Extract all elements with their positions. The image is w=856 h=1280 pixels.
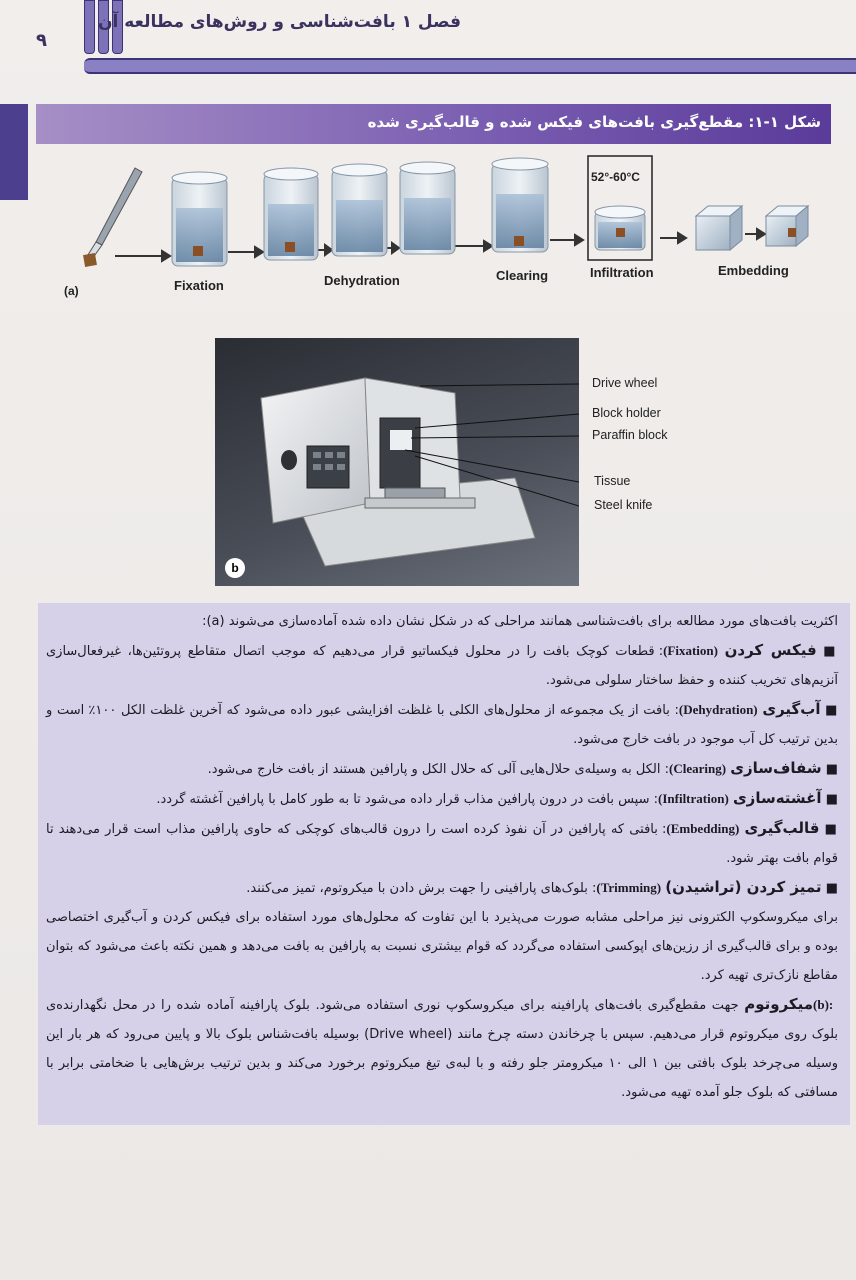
item-en-term: (Dehydration) (678, 702, 758, 717)
microtome-prefix: (b): (813, 997, 838, 1012)
dehydration-jar-2 (332, 164, 387, 256)
part-a-label: (a) (64, 284, 79, 298)
embedding-label: Embedding (718, 263, 789, 278)
item-term: آغشته‌سازی (732, 789, 822, 807)
item-body: : سپس بافت در درون پارافین مذاب قرار داده می‌شود تا به طور کامل با پارافین آغشته گردد. (156, 792, 659, 807)
chapter-title: فصل ۱ بافت‌شناسی و روش‌های مطالعه آن (97, 12, 461, 32)
item-body: : بلوک‌های پارافینی را جهت برش دادن با میکروتوم، تمیز می‌کنند. (246, 881, 597, 896)
list-item: ■ آب‌گیری (Dehydration): بافت از یک مجموعه از محلول‌های الکلی با غلظت افزایشی عبور داده می‌شود که آخرین غلظت الکل ۱۰۰٪ است و بدین ترتیب کل آب موجود در بافت خارج می‌شود. (46, 700, 838, 747)
item-en-term: (Infiltration) (658, 791, 729, 806)
clearing-label: Clearing (496, 268, 549, 283)
callout-tissue: Tissue (594, 474, 631, 488)
processing-steps-illustration (60, 150, 840, 320)
callout-block-holder: Block holder (592, 406, 661, 420)
page-header (0, 0, 856, 80)
page-number: ۹ (36, 30, 47, 51)
dehydration-label: Dehydration (324, 273, 400, 288)
list-item: ■ شفاف‌سازی (Clearing): الکل به وسیله‌ی حلال‌هایی آلی که حلال الکل و پارافین هستند از بافت خارج می‌شود. (207, 759, 838, 777)
item-term: تمیز کردن (تراشیدن) (665, 878, 822, 896)
list-item: ■ فیکس کردن (Fixation): قطعات کوچک بافت را در محلول فیکساتیو قرار می‌دهیم که موجب اتصال متقاطع پروتئین‌ها، غیرفعال‌سازی آنزیم‌های تخریب کننده و حفظ ساختار سلولی می‌شود. (46, 641, 838, 688)
item-en-term: (Clearing) (669, 761, 727, 776)
item-term: آب‌گیری (762, 700, 821, 718)
item-body: : قطعات کوچک بافت را در محلول فیکساتیو قرار می‌دهیم که موجب اتصال متقاطع پروتئین‌ها، غیرفعال‌سازی آنزیم‌های تخریب کننده و حفظ ساختار سلولی می‌شود. (46, 644, 838, 688)
microtome-body: جهت مقطع‌گیری بافت‌های پارافینه برای میکروسکوپ نوری استفاده می‌شود. بلوک پارافینه آماده شده را در محل نگهدارنده‌ی بلوک روی میکروتوم قرار می‌دهیم. سپس با چرخاندن دسته چرخ مانند (Drive wheel) بوسیله بافت‌شناس بلوک بالا و پایین می‌رود که هر بار این وسیله می‌چرخد بلوک بافتی بین ۱ الی ۱۰ میکرومتر جلو رفته و با لبه‌ی تیغ میکروتوم برخورد می‌کند و بدین ترتیب برش‌هایی با ضخامتی برابر با مسافتی که بلوک جلو آمده تهیه می‌شود. (46, 998, 839, 1100)
temperature-label: 52°-60°C (591, 170, 640, 184)
side-tab-marker (0, 104, 28, 200)
intro-paragraph: اکثریت بافت‌های مورد مطالعه برای بافت‌شناسی همانند مراحلی که در شکل نشان داده شده آماده‌سازی می‌شوند (a): (202, 614, 838, 629)
list-item: ■ تمیز کردن (تراشیدن) (Trimming): بلوک‌های پارافینی را جهت برش دادن با میکروتوم، تمیز می‌کنند. (246, 878, 838, 896)
embedding-block-2 (766, 206, 808, 246)
embedding-block-1 (696, 206, 742, 250)
fixation-label: Fixation (174, 278, 224, 293)
figure-title-banner (36, 104, 831, 144)
tissue-processing-diagram (60, 150, 840, 320)
header-rule (84, 58, 856, 74)
description-text (46, 607, 838, 1107)
item-body: : الکل به وسیله‌ی حلال‌هایی آلی که حلال الکل و پارافین هستند از بافت خارج می‌شود. (207, 762, 670, 777)
item-term: فیکس کردن (724, 641, 817, 659)
part-b-label: b (225, 558, 245, 578)
microtome-photo (215, 338, 579, 586)
item-body: : بافتی که پارافین در آن نفوذ کرده است را درون قالب‌های کوچکی که حاوی پارافین مذاب است قرار می‌دهند تا قوام بافت بهتر شود. (46, 822, 838, 866)
microtome-term: میکروتوم (744, 995, 814, 1013)
scalpel-icon (83, 168, 142, 267)
item-term: قالب‌گیری (744, 819, 820, 837)
dehydration-jar-3 (400, 162, 455, 254)
figure-title: شکل ۱-۱: مقطع‌گیری بافت‌های فیکس شده و قالب‌گیری شده (367, 113, 821, 131)
microtome-paragraph (46, 990, 838, 1107)
infiltration-label: Infiltration (590, 265, 654, 280)
item-en-term: (Fixation) (663, 643, 718, 658)
clearing-jar (492, 158, 548, 252)
infiltration-dish (595, 206, 645, 250)
em-paragraph: برای میکروسکوپ الکترونی نیز مراحلی مشابه صورت می‌پذیرد با این تفاوت که محلول‌های مورد استفاده برای فیکس کردن و آب‌گیری اختصاصی بوده و برای قالب‌گیری از رزین‌های اپوکسی استفاده می‌گردد که قوام بیشتری نسبت به پارافین به بافت می‌دهد و همین نکته باعث می‌شود که بتوان مقاطع نازک‌تری تهیه کرد. (46, 910, 838, 983)
callout-steel-knife: Steel knife (594, 498, 653, 512)
list-item: ■ قالب‌گیری (Embedding): بافتی که پارافین در آن نفوذ کرده است را درون قالب‌های کوچکی که حاوی پارافین مذاب است قرار می‌دهند تا قوام بافت بهتر شود. (46, 819, 838, 866)
callout-paraffin-block: Paraffin block (592, 428, 668, 442)
fixation-jar (172, 172, 227, 266)
callout-drive-wheel: Drive wheel (592, 376, 658, 390)
dehydration-jar-1 (264, 168, 318, 260)
item-body: : بافت از یک مجموعه از محلول‌های الکلی با غلظت افزایشی عبور داده می‌شود که آخرین غلظت الکل ۱۰۰٪ است و بدین ترتیب کل آب موجود در بافت خارج می‌شود. (46, 703, 838, 747)
microtome-illustration (215, 338, 579, 586)
item-term: شفاف‌سازی (730, 759, 822, 777)
list-item: ■ آغشته‌سازی (Infiltration): سپس بافت در درون پارافین مذاب قرار داده می‌شود تا به طور کامل با پارافین آغشته گردد. (156, 789, 838, 807)
item-en-term: (Trimming) (596, 880, 662, 895)
item-en-term: (Embedding) (666, 821, 740, 836)
description-box (38, 603, 850, 1125)
